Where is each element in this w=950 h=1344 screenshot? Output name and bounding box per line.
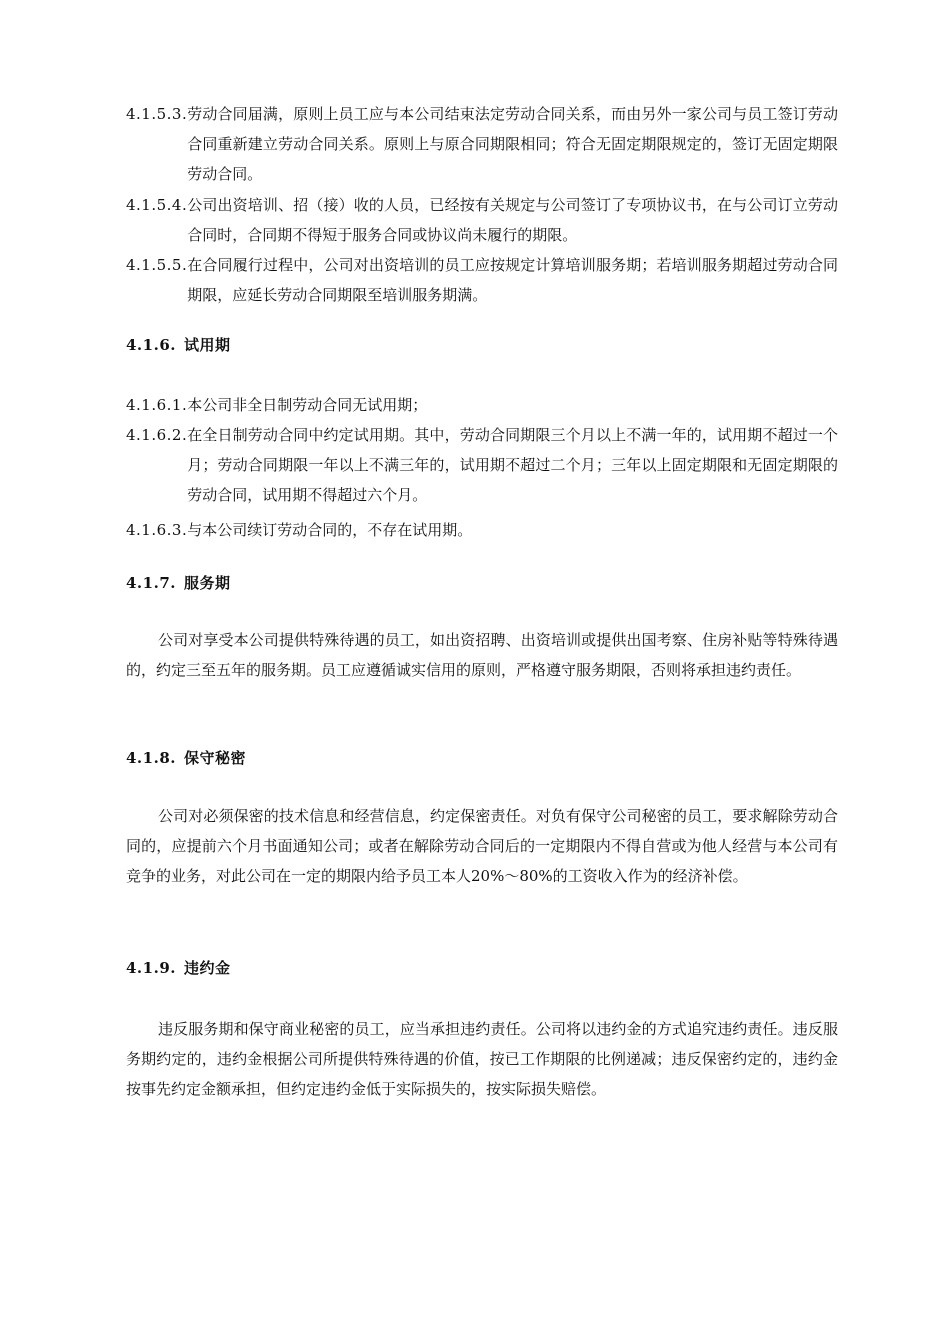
clause-4-1-6-1: [126, 390, 838, 420]
clause-text: 劳动合同届满，原则上员工应与本公司结束法定劳动合同关系，而由另外一家公司与员工签订劳动合同重新建立劳动合同关系。原则上与原合同期限相同；符合无固定期限规定的，签订无固定期限劳动合同。: [187, 105, 838, 183]
section-paragraph-4-1-8: 公司对必须保密的技术信息和经营信息，约定保密责任。对负有保守公司秘密的员工，要求解除劳动合同的，应提前六个月书面通知公司；或者在解除劳动合同后的一定期限内不得自营或为他人经营与本公司有竞争的业务，对此公司在一定的期限内给予员工本人20%～80%的工资收入作为的经济补偿。: [126, 807, 838, 885]
section-title: 试用期: [183, 336, 231, 354]
clause-number: 4.1.6.1.: [126, 396, 188, 414]
section-heading-4-1-6: [126, 330, 231, 360]
section-number: 4.1.9.: [126, 959, 176, 977]
clause-text: 在全日制劳动合同中约定试用期。其中，劳动合同期限三个月以上不满一年的，试用期不超过一个月；劳动合同期限一年以上不满三年的，试用期不超过二个月；三年以上固定期限和无固定期限的劳动合同，试用期不得超过六个月。: [187, 426, 838, 504]
clause-4-1-5-5: [126, 250, 838, 310]
section-heading-4-1-8: [126, 743, 246, 773]
clause-4-1-6-2: [126, 420, 838, 510]
section-number: 4.1.6.: [126, 336, 176, 354]
clause-number: 4.1.5.3.: [126, 105, 188, 123]
section-heading-4-1-9: [126, 953, 231, 983]
clause-4-1-5-3: [126, 99, 838, 189]
clause-number: 4.1.6.3.: [126, 521, 188, 539]
clause-number: 4.1.6.2.: [126, 426, 188, 444]
clause-number: 4.1.5.4.: [126, 196, 188, 214]
section-title: 服务期: [183, 574, 231, 592]
clause-text: 在合同履行过程中，公司对出资培训的员工应按规定计算培训服务期；若培训服务期超过劳动合同期限，应延长劳动合同期限至培训服务期满。: [187, 256, 838, 304]
clause-text: 公司出资培训、招（接）收的人员，已经按有关规定与公司签订了专项协议书，在与公司订立劳动合同时，合同期不得短于服务合同或协议尚未履行的期限。: [187, 196, 838, 244]
clause-text: 本公司非全日制劳动合同无试用期；: [187, 396, 428, 414]
section-number: 4.1.7.: [126, 574, 176, 592]
clause-number: 4.1.5.5.: [126, 256, 188, 274]
clause-4-1-5-4: [126, 190, 838, 250]
section-title: 违约金: [183, 959, 231, 977]
section-paragraph-4-1-9: 违反服务期和保守商业秘密的员工，应当承担违约责任。公司将以违约金的方式追究违约责任。违反服务期约定的，违约金根据公司所提供特殊待遇的价值，按已工作期限的比例递减；违反保密约定的，违约金按事先约定金额承担，但约定违约金低于实际损失的，按实际损失赔偿。: [126, 1020, 838, 1098]
section-number: 4.1.8.: [126, 749, 176, 767]
clause-text: 与本公司续订劳动合同的，不存在试用期。: [187, 521, 473, 539]
section-paragraph-4-1-7: 公司对享受本公司提供特殊待遇的员工，如出资招聘、出资培训或提供出国考察、住房补贴等特殊待遇的，约定三至五年的服务期。员工应遵循诚实信用的原则，严格遵守服务期限，否则将承担违约责任。: [126, 631, 838, 679]
section-title: 保守秘密: [183, 749, 246, 767]
section-heading-4-1-7: [126, 568, 231, 598]
clause-4-1-6-3: [126, 515, 838, 545]
